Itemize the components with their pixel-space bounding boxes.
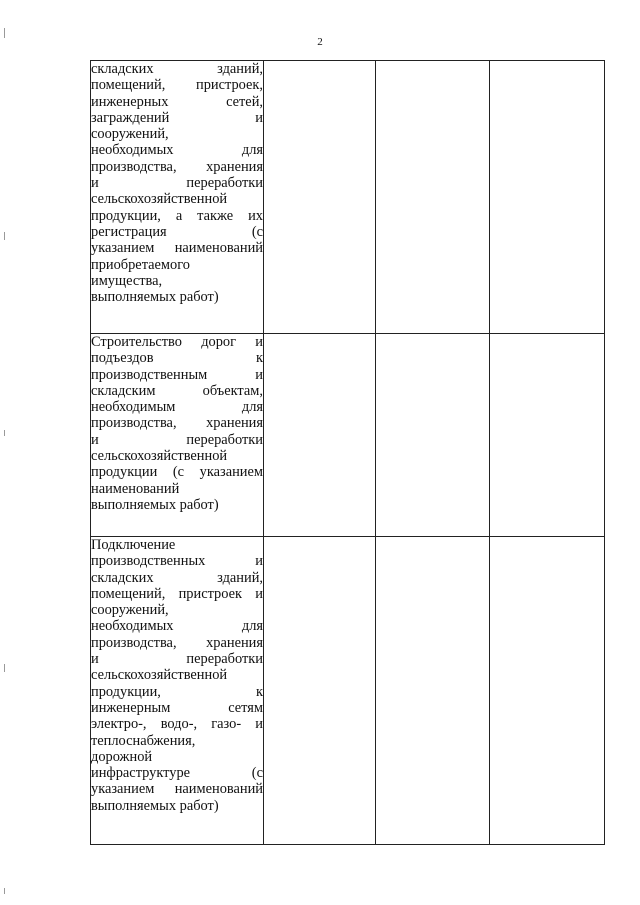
cell-text-line: необходимым для [91,399,263,416]
cell-text-line: выполняемых работ) [91,289,219,306]
cell-text-line: имущества, [91,272,163,289]
scan-edge-mark [4,888,5,894]
page-number: 2 [317,36,323,48]
cell-text-line: производства, хранения [91,158,263,175]
cell-text-line: складских зданий, [91,61,263,77]
cell-text-line: помещений, пристроек и [91,585,263,602]
cell-text-line: указанием наименований [91,240,263,257]
empty-cell [264,537,376,845]
empty-cell [376,537,490,845]
scan-edge-mark [4,28,5,38]
cell-text-line: сельскохозяйственной [91,667,228,684]
cell-text-line: сельскохозяйственной [91,191,228,208]
cell-text-line: наименований [91,480,180,497]
cell-text-line: инфраструктуре (с [91,765,263,782]
empty-cell [376,334,490,537]
table-row [91,61,605,334]
cell-text-line: выполняемых работ) [91,496,219,513]
cell-text-line: необходимых для [91,142,263,159]
cell-text-line: производства, хранения [91,415,263,432]
cell-text-line: Подключение [91,537,176,553]
empty-cell [264,334,376,537]
scan-edge-mark [4,664,5,672]
cell-text-line: заграждений и [91,109,263,126]
table-row [91,537,605,845]
cell-text-line: и переработки [91,431,263,448]
empty-cell [376,61,490,334]
cell-text-line: теплоснабжения, [91,732,196,749]
document-table [90,60,605,845]
cell-text-line: продукции (с указанием [91,464,263,481]
scan-edge-mark [4,232,5,240]
description-cell [91,537,264,845]
scan-edge-mark [4,430,5,436]
cell-text-line: и переработки [91,175,263,192]
cell-text-line: помещений, пристроек, [91,77,263,94]
cell-text-line: производства, хранения [91,634,263,651]
cell-text-line: сооружений, [91,602,169,619]
empty-cell [490,537,605,845]
cell-text-line: Строительство дорог и [91,334,263,350]
cell-text-line: выполняемых работ) [91,797,219,814]
cell-text-line: продукции, к [91,683,263,700]
empty-cell [490,334,605,537]
cell-text-line: сооружений, [91,126,169,143]
cell-text-line: дорожной [91,748,153,765]
cell-text-line: и переработки [91,651,263,668]
empty-cell [490,61,605,334]
cell-text-line: необходимых для [91,618,263,635]
cell-text-line: приобретаемого [91,256,190,273]
empty-cell [264,61,376,334]
description-cell [91,61,264,334]
table-row [91,334,605,537]
cell-text-line: сельскохозяйственной [91,448,228,465]
cell-text-line: производственным и [91,366,263,383]
cell-text-line: электро-, водо-, газо- и [91,716,263,733]
description-cell [91,334,264,537]
cell-text-line: указанием наименований [91,781,263,798]
cell-text-line: производственных и [91,553,263,570]
cell-text-line: инженерным сетям [91,699,263,716]
cell-text-line: складским объектам, [91,382,263,399]
cell-text-line: подъездов к [91,350,263,367]
cell-text-line: продукции, а также их [91,207,263,224]
cell-text-line: складских зданий, [91,569,263,586]
cell-text-line: инженерных сетей, [91,93,263,110]
cell-text-line: регистрация (с [91,223,263,240]
